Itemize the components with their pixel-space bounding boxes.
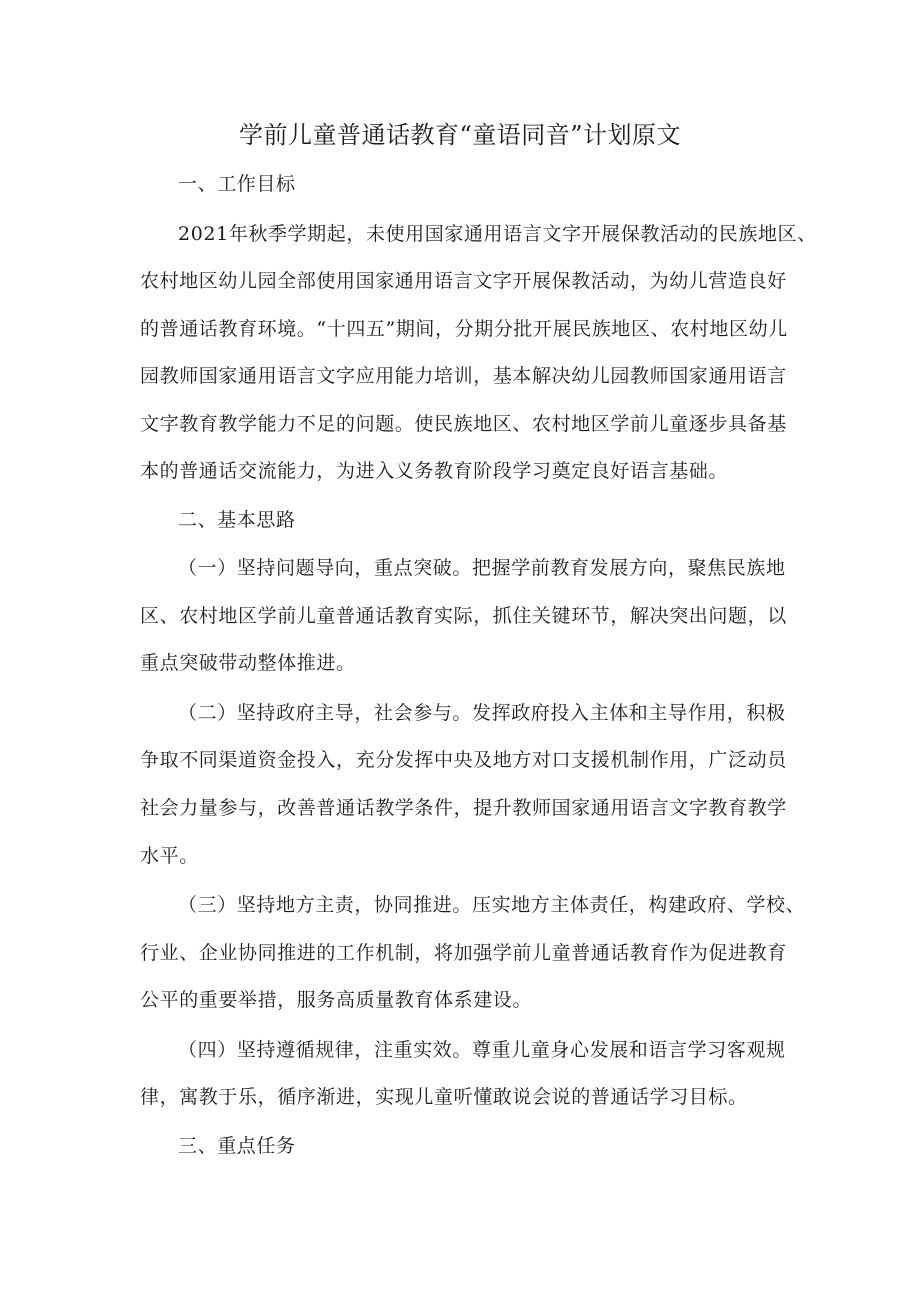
paragraph-line: 的普通话教育环境。“十四五”期间，分期分批开展民族地区、农村地区幼儿 bbox=[140, 318, 788, 340]
section-heading-approach: 二、基本思路 bbox=[178, 509, 296, 531]
paragraph-line: （三）坚持地方主责，协同推进。压实地方主体责任，构建政府、学校、 bbox=[178, 894, 806, 916]
paragraph-line: 园教师国家通用语言文字应用能力培训，基本解决幼儿园教师国家通用语言 bbox=[140, 365, 787, 387]
paragraph-line: 社会力量参与，改善普通话教学条件，提升教师国家通用语言文字教育教学 bbox=[140, 797, 787, 819]
paragraph-line: 行业、企业协同推进的工作机制，将加强学前儿童普通话教育作为促进教育 bbox=[140, 942, 787, 964]
section-heading-goals: 一、工作目标 bbox=[178, 173, 296, 195]
paragraph-line: （二）坚持政府主导，社会参与。发挥政府投入主体和主导作用，积极 bbox=[178, 702, 786, 724]
paragraph-line: 争取不同渠道资金投入，充分发挥中央及地方对口支援机制作用，广泛动员 bbox=[140, 749, 787, 771]
paragraph-line: （一）坚持问题导向，重点突破。把握学前教育发展方向，聚焦民族地 bbox=[178, 557, 786, 579]
paragraph-line: 律，寓教于乐，循序渐进，实现儿童听懂敢说会说的普通话学习目标。 bbox=[140, 1086, 748, 1108]
paragraph-line: 公平的重要举措，服务高质量教育体系建设。 bbox=[140, 989, 533, 1011]
document-title: 学前儿童普通话教育“童语同音”计划原文 bbox=[238, 121, 682, 149]
paragraph-line: 2021年秋季学期起，未使用国家通用语言文字开展保教活动的民族地区、 bbox=[178, 223, 817, 245]
paragraph-line: 重点突破带动整体推进。 bbox=[140, 652, 356, 674]
section-heading-tasks: 三、重点任务 bbox=[178, 1135, 296, 1157]
paragraph-line: 本的普通话交流能力，为进入义务教育阶段学习奠定良好语言基础。 bbox=[140, 460, 729, 482]
paragraph-line: 水平。 bbox=[140, 845, 199, 867]
paragraph-line: 农村地区幼儿园全部使用国家通用语言文字开展保教活动，为幼儿营造良好 bbox=[140, 270, 787, 292]
paragraph-line: 区、农村地区学前儿童普通话教育实际，抓住关键环节，解决突出问题，以 bbox=[140, 605, 787, 627]
paragraph-line: 文字教育教学能力不足的问题。使民族地区、农村地区学前儿童逐步具备基 bbox=[140, 413, 787, 435]
paragraph-line: （四）坚持遵循规律，注重实效。尊重儿童身心发展和语言学习客观规 bbox=[178, 1039, 786, 1061]
